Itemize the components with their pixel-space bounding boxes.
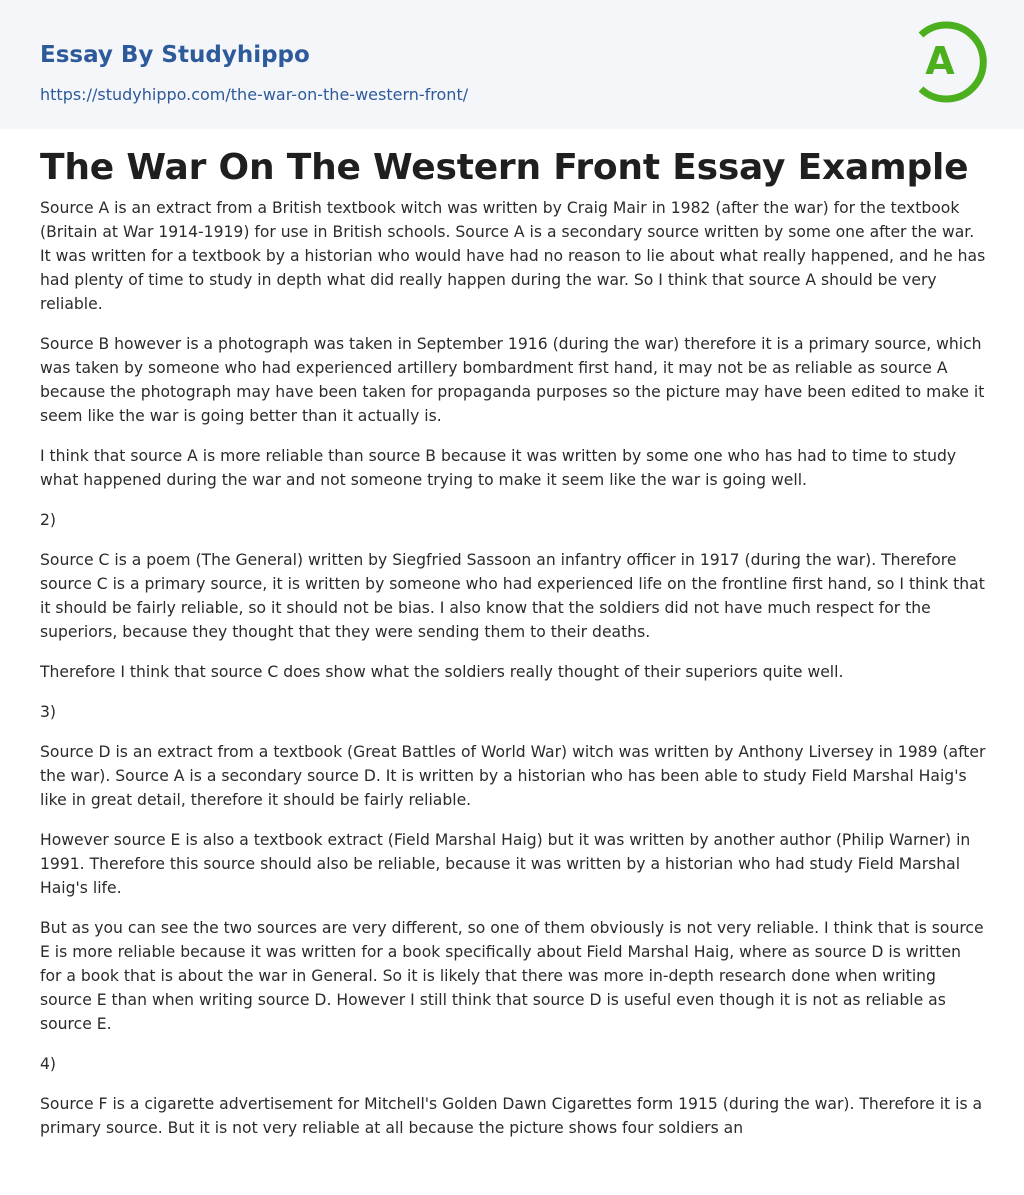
- paragraph-3: I think that source A is more reliable than source B because it was written by some one who has had to time to study what happened during the war and not someone trying to make it seem like the war is going well.: [40, 447, 957, 489]
- section-number-3: 3): [40, 703, 57, 721]
- paragraph-1: Source A is an extract from a British textbook witch was written by Craig Mair in 1982 (after the war) for the textbook (Britain at War 1914-1919) for use in British schools. Source A is a secondary source written by some one after the war. It was written for a textbook by a historian who would have had no reason to lie about what really happened, and he has had plenty of time to study in depth what did really happen during the war. So I think that source A should be very reliable.: [40, 199, 986, 313]
- paragraph-6: Source D is an extract from a textbook (Great Battles of World War) witch was written by Anthony Liversey in 1989 (after the war). Source A is a secondary source D. It is written by a historian who has been able to study Field Marshal Haig's like in great detail, therefore it should be fairly reliable.: [40, 743, 986, 809]
- article-title: The War On The Western Front Essay Example: [40, 147, 969, 188]
- paragraph-8: But as you can see the two sources are very different, so one of them obviously is not very reliable. I think that is source E is more reliable because it was written for a book specifically about Field Marshal Haig, where as source D is written for a book that is about the war in General. So it is likely that there was more in-depth research done when writing source E than when writing source D. However I still think that source D is useful even though it is not as reliable as source E.: [40, 919, 984, 1033]
- paragraph-7: However source E is also a textbook extract (Field Marshal Haig) but it was written by another author (Philip Warner) in 1991. Therefore this source should also be reliable, because it was written by a historian who had study Field Marshal Haig's life.: [40, 831, 971, 897]
- paragraph-9: Source F is a cigarette advertisement for Mitchell's Golden Dawn Cigarettes form 1915 (during the war). Therefore it is a primary source. But it is not very reliable at all because the picture shows four soldiers an: [40, 1095, 983, 1137]
- section-number-4: 4): [40, 1055, 57, 1073]
- studyhippo-logo-icon[interactable]: [911, 17, 989, 107]
- logo-letter: A: [925, 39, 955, 83]
- site-header: [0, 0, 1024, 129]
- paragraph-4: Source C is a poem (The General) written by Siegfried Sassoon an infantry officer in 1917 (during the war). Therefore source C is a primary source, it is written by someone who had experienced life on the frontline first hand, so I think that it should be fairly reliable, so it should not be bias. I also know that the soldiers did not have much respect for the superiors, because they thought that they were sending them to their deaths.: [40, 551, 985, 641]
- page-url-link[interactable]: https://studyhippo.com/the-war-on-the-western-front/: [40, 85, 469, 104]
- paragraph-2: Source B however is a photograph was taken in September 1916 (during the war) therefore it is a primary source, which was taken by someone who had experienced artillery bombardment first hand, it may not be as reliable as source A because the photograph may have been taken for propaganda purposes so the picture may have been edited to make it seem like the war is going better than it actually is.: [40, 335, 985, 425]
- section-number-2: 2): [40, 511, 57, 529]
- site-brand[interactable]: Essay By Studyhippo: [40, 42, 310, 68]
- paragraph-5: Therefore I think that source C does show what the soldiers really thought of their superiors quite well.: [40, 663, 844, 681]
- article: [40, 146, 986, 1156]
